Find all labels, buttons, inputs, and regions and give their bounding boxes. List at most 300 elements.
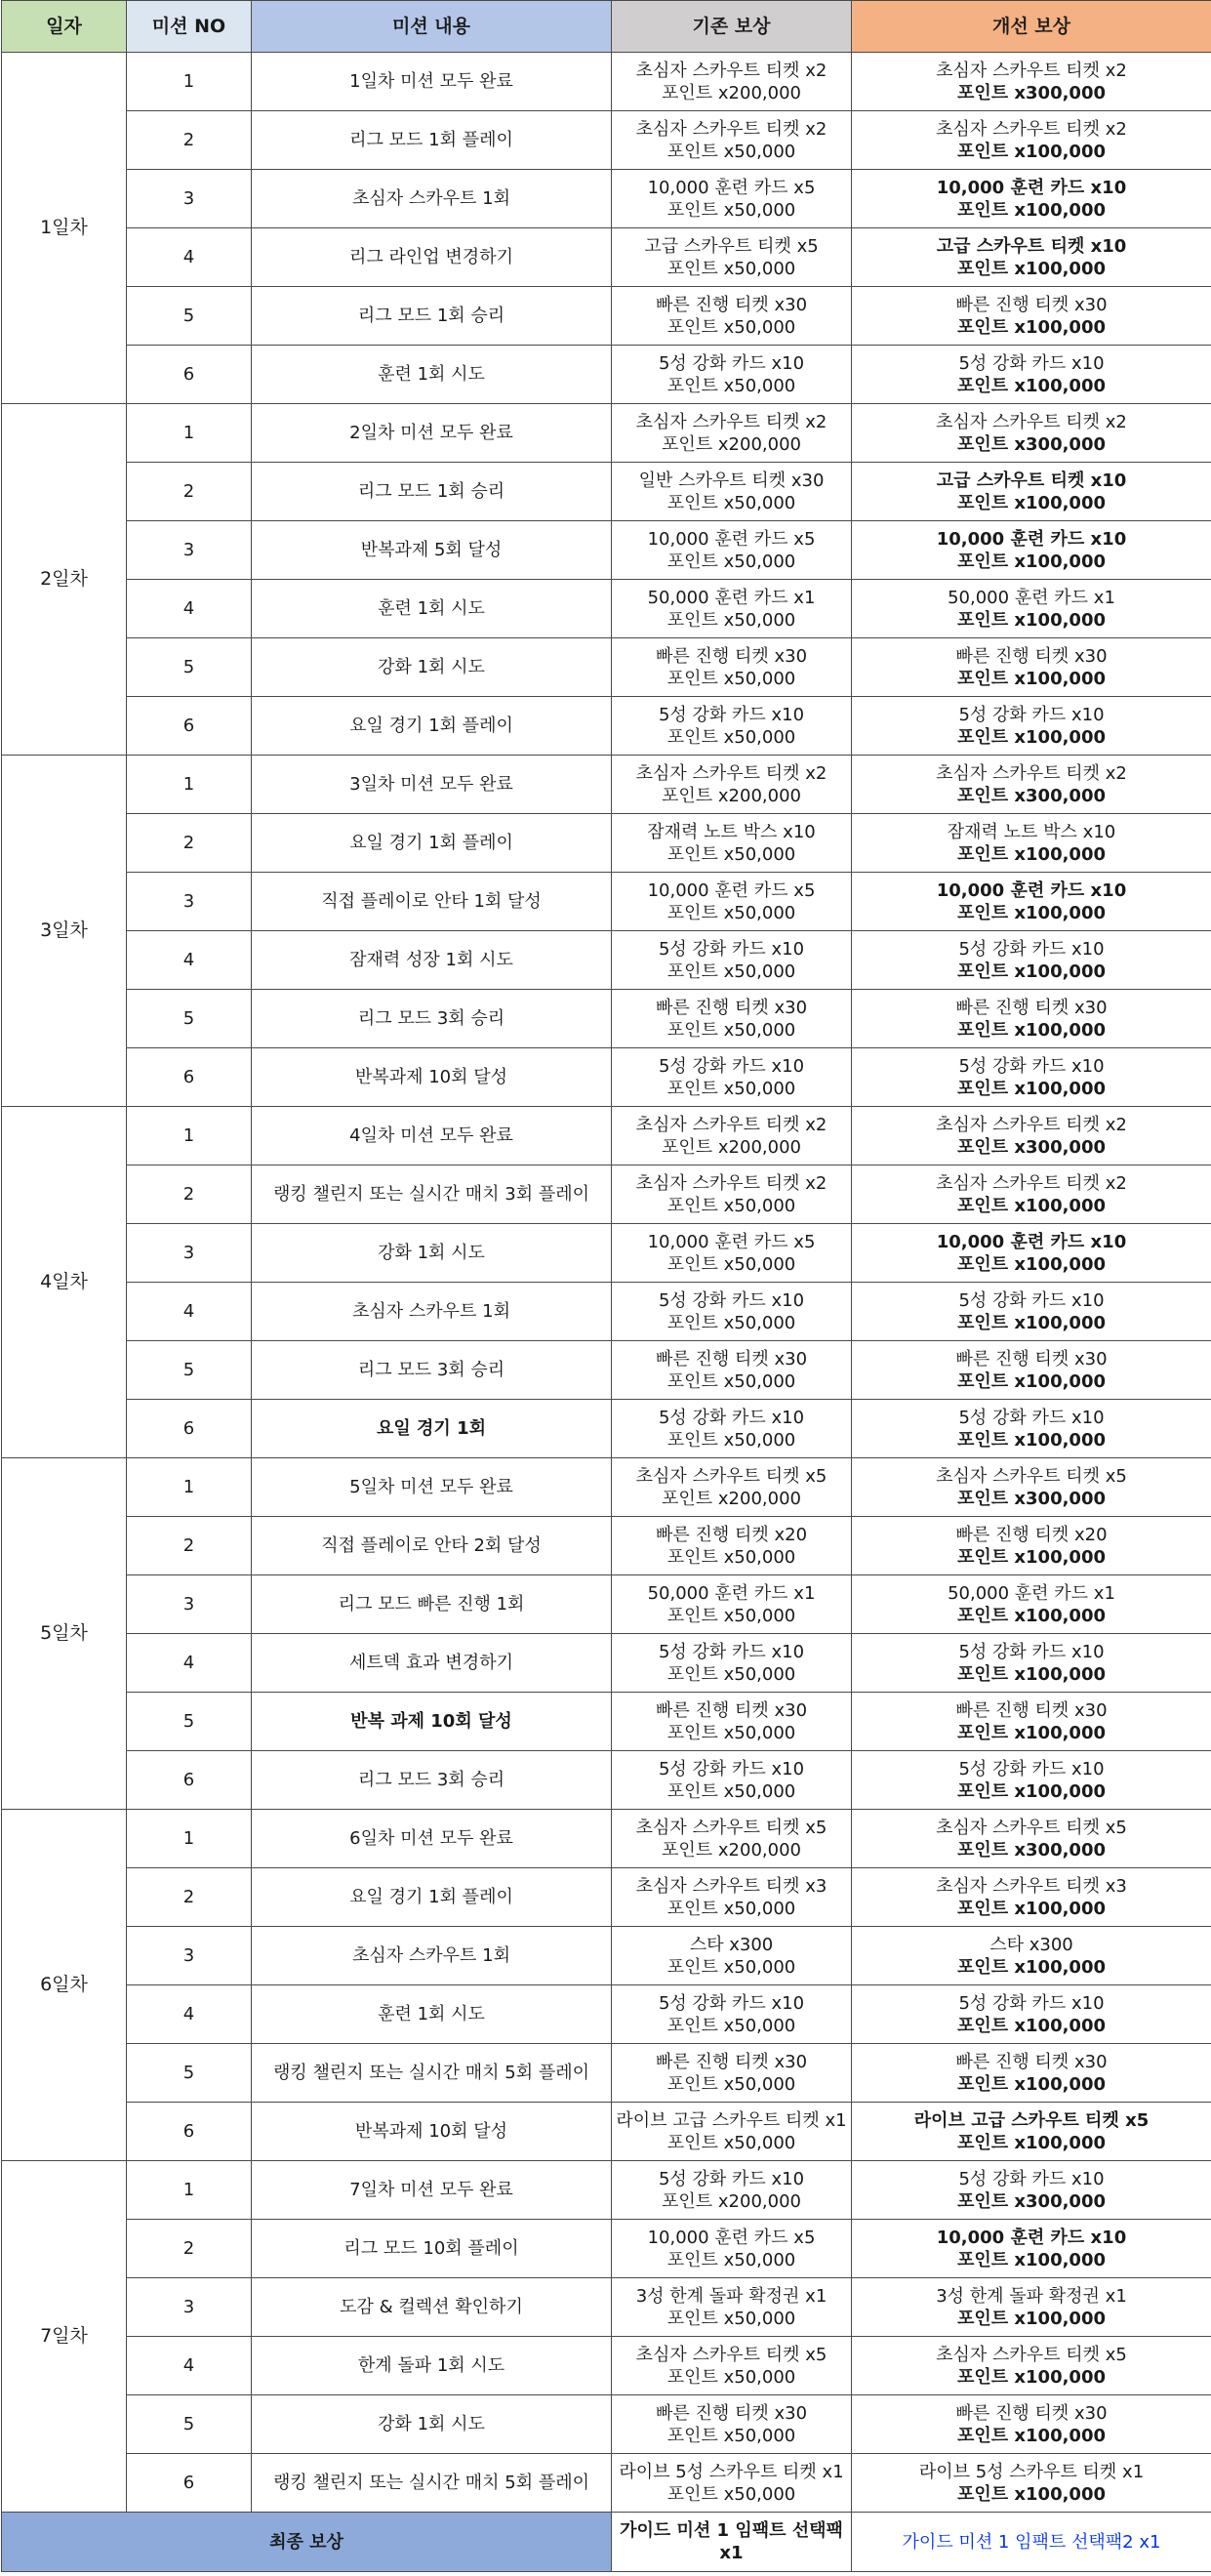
new-reward-line: 초심자 스카우트 티켓 x2 [936,1172,1127,1194]
new-reward-line: 포인트 x100,000 [956,2308,1107,2329]
mission-content: 강화 1회 시도 [252,2395,612,2454]
base-reward-line: 초심자 스카우트 티켓 x2 [635,60,828,81]
new-reward-line: 포인트 x300,000 [956,82,1107,103]
base-reward-line: 5성 강화 카드 x10 [658,352,805,374]
mission-content: 초심자 스카우트 1회 [252,1283,612,1341]
new-reward [852,1575,1211,1634]
new-reward-line: 빠른 진행 티켓 x30 [955,1348,1108,1370]
mission-content: 반복과제 10회 달성 [252,1048,612,1107]
base-reward [612,170,852,228]
new-reward-line: 포인트 x100,000 [956,316,1107,338]
table-row [2,1868,1211,1927]
new-reward [852,873,1211,931]
mission-no: 5 [127,1693,252,1751]
new-reward-line: 포인트 x100,000 [956,1429,1107,1451]
new-reward-line: 포인트 x100,000 [956,375,1107,396]
table-row [2,2220,1211,2278]
new-reward-line: 스타 x300 [989,1934,1073,1955]
header-base-reward: 기존 보상 [612,1,852,53]
base-reward-line: 포인트 x50,000 [666,1370,796,1392]
new-reward [852,170,1211,228]
new-reward-line: 50,000 훈련 카드 x1 [948,587,1115,608]
new-reward-line: 초심자 스카우트 티켓 x5 [936,2344,1127,2365]
base-reward-line: 포인트 x50,000 [666,258,796,279]
mission-no: 1 [127,1810,252,1868]
base-reward-line: 5성 강화 카드 x10 [658,704,805,725]
day-label: 7일차 [2,2161,127,2513]
base-reward-line: 초심자 스카우트 티켓 x2 [635,1114,828,1135]
mission-no: 3 [127,521,252,580]
mission-no: 3 [127,2278,252,2337]
final-reward-new: 가이드 미션 1 임팩트 선택팩2 x1 [852,2513,1211,2572]
table-row [2,1810,1211,1868]
new-reward-line: 포인트 x100,000 [956,2073,1107,2095]
new-reward [852,2395,1211,2454]
table-row [2,580,1211,638]
base-reward-line: 포인트 x50,000 [666,199,796,221]
new-reward [852,1693,1211,1751]
mission-content: 세트덱 효과 변경하기 [252,1634,612,1693]
base-reward-line: 고급 스카우트 티켓 x5 [644,235,819,257]
mission-no: 6 [127,697,252,756]
header-mission-no: 미션 NO [127,1,252,53]
new-reward-line: 빠른 진행 티켓 x30 [955,2402,1108,2424]
mission-content: 훈련 1회 시도 [252,1985,612,2044]
new-reward-line: 빠른 진행 티켓 x30 [955,997,1108,1018]
new-reward-line: 라이브 고급 스카우트 티켓 x5 [913,2109,1150,2131]
table-row [2,697,1211,756]
table-row [2,1107,1211,1165]
base-reward [612,756,852,814]
mission-no: 6 [127,1400,252,1458]
base-reward-line: 라이브 고급 스카우트 티켓 x1 [616,2109,847,2131]
new-reward [852,1868,1211,1927]
new-reward-line: 포인트 x100,000 [956,609,1107,631]
base-reward-line: 포인트 x50,000 [666,1019,796,1041]
base-reward-line: 포인트 x50,000 [666,2483,796,2505]
new-reward-line: 5성 강화 카드 x10 [958,1055,1105,1077]
table-row [2,1575,1211,1634]
base-reward [612,1283,852,1341]
base-reward-line: 포인트 x50,000 [666,2015,796,2036]
new-reward [852,463,1211,521]
base-reward-line: 포인트 x50,000 [666,1898,796,1919]
base-reward-line: 포인트 x50,000 [666,726,796,748]
mission-content: 랭킹 챌린지 또는 실시간 매치 5회 플레이 [252,2044,612,2103]
table-row [2,228,1211,287]
base-reward [612,2103,852,2161]
mission-no: 4 [127,1985,252,2044]
new-reward-line: 3성 한계 돌파 확정권 x1 [936,2285,1127,2307]
new-reward [852,111,1211,170]
table-row [2,638,1211,697]
new-reward-line: 포인트 x100,000 [956,1019,1107,1041]
base-reward-line: 5성 강화 카드 x10 [658,1641,805,1662]
base-reward-line: 5성 강화 카드 x10 [658,1289,805,1311]
base-reward-line: 포인트 x50,000 [666,1780,796,1802]
new-reward-line: 빠른 진행 티켓 x30 [955,2051,1108,2072]
new-reward [852,1927,1211,1985]
new-reward-line: 포인트 x100,000 [956,141,1107,162]
base-reward [612,404,852,463]
base-reward-line: 빠른 진행 티켓 x30 [655,2051,808,2072]
new-reward-line: 포인트 x100,000 [956,843,1107,865]
new-reward [852,990,1211,1048]
table-row [2,931,1211,990]
base-reward-line: 포인트 x200,000 [662,1488,801,1509]
base-reward-line: 포인트 x50,000 [666,1605,796,1626]
base-reward-line: 5성 강화 카드 x10 [658,2168,805,2189]
new-reward-line: 포인트 x100,000 [956,2366,1107,2388]
table-row [2,346,1211,404]
new-reward [852,1283,1211,1341]
table-row [2,287,1211,346]
new-reward-line: 5성 강화 카드 x10 [958,1758,1105,1779]
base-reward [612,463,852,521]
new-reward-line: 고급 스카우트 티켓 x10 [936,470,1127,491]
table-row [2,2278,1211,2337]
new-reward-line: 포인트 x100,000 [956,2015,1107,2036]
new-reward [852,53,1211,111]
new-reward-line: 10,000 훈련 카드 x10 [936,2227,1127,2248]
base-reward-line: 50,000 훈련 카드 x1 [647,1582,816,1604]
mission-reward-table [1,0,1211,2572]
base-reward-line: 포인트 x50,000 [666,375,796,396]
new-reward-line: 초심자 스카우트 티켓 x2 [936,411,1127,432]
new-reward [852,2044,1211,2103]
mission-no: 2 [127,1165,252,1224]
new-reward-line: 빠른 진행 티켓 x30 [955,1699,1108,1721]
new-reward [852,1458,1211,1517]
new-reward-line: 포인트 x100,000 [956,551,1107,572]
header-row [2,1,1211,53]
new-reward [852,2337,1211,2395]
new-reward-line: 5성 강화 카드 x10 [958,1641,1105,1662]
new-reward-line: 포인트 x100,000 [956,668,1107,689]
new-reward-line: 초심자 스카우트 티켓 x2 [936,60,1127,81]
mission-content: 랭킹 챌린지 또는 실시간 매치 3회 플레이 [252,1165,612,1224]
new-reward [852,521,1211,580]
base-reward-line: 포인트 x50,000 [666,902,796,923]
mission-content: 반복 과제 10회 달성 [252,1693,612,1751]
base-reward [612,1575,852,1634]
new-reward-line: 10,000 훈련 카드 x10 [936,879,1127,901]
mission-no: 3 [127,873,252,931]
table-row [2,990,1211,1048]
new-reward-line: 5성 강화 카드 x10 [958,2168,1105,2189]
mission-no: 4 [127,228,252,287]
new-reward [852,287,1211,346]
table-row [2,1985,1211,2044]
new-reward [852,2103,1211,2161]
base-reward [612,1517,852,1575]
base-reward [612,1693,852,1751]
mission-content: 리그 모드 빠른 진행 1회 [252,1575,612,1634]
base-reward-line: 포인트 x50,000 [666,141,796,162]
base-reward-line: 포인트 x50,000 [666,1078,796,1099]
base-reward-line: 10,000 훈련 카드 x5 [647,879,816,901]
mission-no: 4 [127,1283,252,1341]
new-reward-line: 포인트 x100,000 [956,258,1107,279]
new-reward [852,1810,1211,1868]
new-reward-line: 5성 강화 카드 x10 [958,1407,1105,1428]
base-reward-line: 포인트 x50,000 [666,2366,796,2388]
base-reward [612,287,852,346]
new-reward-line: 초심자 스카우트 티켓 x2 [936,762,1127,784]
table-row [2,873,1211,931]
base-reward-line: 빠른 진행 티켓 x30 [655,997,808,1018]
table-row [2,1751,1211,1810]
base-reward [612,2161,852,2220]
mission-no: 3 [127,1224,252,1283]
mission-content: 초심자 스카우트 1회 [252,1927,612,1985]
base-reward-line: 초심자 스카우트 티켓 x2 [635,411,828,432]
table-row [2,2044,1211,2103]
mission-content: 5일차 미션 모두 완료 [252,1458,612,1517]
base-reward [612,53,852,111]
table-row [2,1048,1211,1107]
table-row [2,2395,1211,2454]
base-reward-line: 포인트 x200,000 [662,785,801,806]
table-row [2,814,1211,873]
new-reward-line: 빠른 진행 티켓 x30 [955,645,1108,667]
mission-no: 4 [127,931,252,990]
new-reward-line: 잠재력 노트 박스 x10 [947,821,1116,842]
base-reward-line: 초심자 스카우트 티켓 x5 [635,1465,828,1487]
mission-content: 리그 모드 3회 승리 [252,1751,612,1810]
mission-no: 6 [127,1751,252,1810]
base-reward-line: 초심자 스카우트 티켓 x5 [635,1817,828,1838]
new-reward-line: 5성 강화 카드 x10 [958,1992,1105,2014]
base-reward [612,2395,852,2454]
mission-content: 한계 돌파 1회 시도 [252,2337,612,2395]
base-reward [612,228,852,287]
mission-no: 5 [127,638,252,697]
new-reward-line: 5성 강화 카드 x10 [958,1289,1105,1311]
new-reward [852,756,1211,814]
new-reward-line: 포인트 x100,000 [956,2483,1107,2505]
new-reward-line: 포인트 x100,000 [956,1898,1107,1919]
mission-no: 6 [127,1048,252,1107]
new-reward-line: 10,000 훈련 카드 x10 [936,177,1127,198]
new-reward-line: 포인트 x100,000 [956,1605,1107,1626]
base-reward [612,1458,852,1517]
base-reward-line: 포인트 x50,000 [666,668,796,689]
new-reward [852,1751,1211,1810]
mission-content: 리그 모드 3회 승리 [252,990,612,1048]
base-reward [612,1810,852,1868]
new-reward [852,638,1211,697]
new-reward-line: 포인트 x100,000 [956,1663,1107,1685]
base-reward-line: 포인트 x50,000 [666,1195,796,1216]
base-reward-line: 50,000 훈련 카드 x1 [647,587,816,608]
base-reward [612,580,852,638]
table-row [2,1283,1211,1341]
table-row [2,1458,1211,1517]
base-reward-line: 일반 스카우트 티켓 x30 [638,470,825,491]
new-reward-line: 초심자 스카우트 티켓 x5 [936,1817,1127,1838]
table-row [2,1517,1211,1575]
table-row [2,1634,1211,1693]
base-reward [612,1165,852,1224]
new-reward [852,1107,1211,1165]
day-label: 3일차 [2,756,127,1107]
new-reward [852,228,1211,287]
mission-content: 직접 플레이로 안타 2회 달성 [252,1517,612,1575]
mission-no: 5 [127,2044,252,2103]
base-reward-line: 포인트 x50,000 [666,2308,796,2329]
base-reward [612,873,852,931]
new-reward-line: 포인트 x100,000 [956,1546,1107,1568]
new-reward-line: 포인트 x100,000 [956,1780,1107,1802]
base-reward [612,2337,852,2395]
base-reward [612,1048,852,1107]
new-reward-line: 라이브 5성 스카우트 티켓 x1 [918,2461,1145,2482]
mission-content: 2일차 미션 모두 완료 [252,404,612,463]
new-reward-line: 포인트 x100,000 [956,1722,1107,1743]
new-reward-line: 포인트 x300,000 [956,1839,1107,1860]
mission-content: 리그 모드 1회 승리 [252,287,612,346]
table-row [2,404,1211,463]
mission-no: 4 [127,1634,252,1693]
new-reward-line: 초심자 스카우트 티켓 x2 [936,118,1127,140]
header-new-reward: 개선 보상 [852,1,1211,53]
base-reward-line: 포인트 x50,000 [666,2425,796,2446]
new-reward-line: 포인트 x300,000 [956,1136,1107,1158]
mission-content: 3일차 미션 모두 완료 [252,756,612,814]
mission-content: 요일 경기 1회 플레이 [252,697,612,756]
mission-content: 리그 모드 1회 플레이 [252,111,612,170]
new-reward [852,1224,1211,1283]
mission-content: 리그 모드 10회 플레이 [252,2220,612,2278]
base-reward-line: 포인트 x50,000 [666,609,796,631]
base-reward-line: 빠른 진행 티켓 x30 [655,645,808,667]
table-row [2,2454,1211,2513]
base-reward-line: 빠른 진행 티켓 x30 [655,2402,808,2424]
base-reward-line: 초심자 스카우트 티켓 x3 [635,1875,828,1897]
mission-no: 2 [127,111,252,170]
new-reward-line: 포인트 x300,000 [956,433,1107,455]
base-reward-line: 포인트 x50,000 [666,1722,796,1743]
base-reward [612,1224,852,1283]
base-reward [612,1985,852,2044]
mission-content: 리그 라인업 변경하기 [252,228,612,287]
mission-no: 5 [127,287,252,346]
mission-no: 3 [127,1927,252,1985]
new-reward [852,404,1211,463]
new-reward-line: 포인트 x100,000 [956,2249,1107,2270]
table-row [2,111,1211,170]
mission-no: 5 [127,1341,252,1400]
base-reward-line: 포인트 x50,000 [666,1663,796,1685]
day-label: 5일차 [2,1458,127,1810]
base-reward-line: 10,000 훈련 카드 x5 [647,177,816,198]
mission-no: 4 [127,580,252,638]
header-mission-content: 미션 내용 [252,1,612,53]
new-reward-line: 50,000 훈련 카드 x1 [948,1582,1115,1604]
new-reward [852,1048,1211,1107]
new-reward [852,1341,1211,1400]
base-reward-line: 초심자 스카우트 티켓 x5 [635,2344,828,2365]
table-row [2,1400,1211,1458]
new-reward-line: 포인트 x100,000 [956,726,1107,748]
table-body [2,53,1211,2513]
mission-no: 6 [127,346,252,404]
mission-no: 2 [127,2220,252,2278]
mission-no: 6 [127,2454,252,2513]
mission-content: 반복과제 10회 달성 [252,2103,612,2161]
mission-content: 리그 모드 3회 승리 [252,1341,612,1400]
table-row [2,1927,1211,1985]
new-reward-line: 초심자 스카우트 티켓 x3 [936,1875,1127,1897]
base-reward [612,346,852,404]
base-reward-line: 라이브 5성 스카우트 티켓 x1 [619,2461,844,2482]
new-reward-line: 포인트 x100,000 [956,961,1107,982]
table-row [2,53,1211,111]
mission-content: 훈련 1회 시도 [252,346,612,404]
mission-no: 1 [127,1107,252,1165]
base-reward [612,1634,852,1693]
base-reward-line: 포인트 x50,000 [666,1312,796,1333]
base-reward-line: 5성 강화 카드 x10 [658,1055,805,1077]
final-reward-row [2,2513,1211,2572]
base-reward-line: 빠른 진행 티켓 x20 [655,1524,808,1545]
base-reward-line: 포인트 x50,000 [666,843,796,865]
mission-content: 7일차 미션 모두 완료 [252,2161,612,2220]
base-reward [612,814,852,873]
mission-no: 2 [127,463,252,521]
new-reward-line: 포인트 x100,000 [956,1195,1107,1216]
new-reward-line: 포인트 x300,000 [956,1488,1107,1509]
day-label: 6일차 [2,1810,127,2161]
base-reward-line: 포인트 x50,000 [666,492,796,513]
table-row [2,170,1211,228]
mission-no: 1 [127,53,252,111]
mission-content: 강화 1회 시도 [252,638,612,697]
header-day: 일자 [2,1,127,53]
base-reward-line: 포인트 x50,000 [666,1546,796,1568]
day-label: 1일차 [2,53,127,404]
mission-no: 6 [127,2103,252,2161]
mission-content: 6일차 미션 모두 완료 [252,1810,612,1868]
base-reward-line: 포인트 x200,000 [662,1839,801,1860]
base-reward-line: 5성 강화 카드 x10 [658,1758,805,1779]
final-reward-base: 가이드 미션 1 임팩트 선택팩 x1 [612,2513,852,2572]
mission-content: 직접 플레이로 안타 1회 달성 [252,873,612,931]
new-reward [852,1634,1211,1693]
base-reward-line: 포인트 x200,000 [662,82,801,103]
mission-content: 강화 1회 시도 [252,1224,612,1283]
mission-content: 리그 모드 1회 승리 [252,463,612,521]
new-reward-line: 포인트 x100,000 [956,1370,1107,1392]
new-reward [852,346,1211,404]
base-reward-line: 포인트 x50,000 [666,2132,796,2153]
base-reward [612,2044,852,2103]
base-reward-line: 포인트 x200,000 [662,433,801,455]
new-reward-line: 포인트 x100,000 [956,1956,1107,1978]
mission-content: 4일차 미션 모두 완료 [252,1107,612,1165]
base-reward-line: 5성 강화 카드 x10 [658,1992,805,2014]
base-reward-line: 포인트 x50,000 [666,316,796,338]
new-reward-line: 5성 강화 카드 x10 [958,938,1105,960]
new-reward [852,814,1211,873]
table-row [2,463,1211,521]
new-reward-line: 빠른 진행 티켓 x20 [955,1524,1108,1545]
new-reward [852,1165,1211,1224]
base-reward [612,111,852,170]
new-reward-line: 포인트 x300,000 [956,785,1107,806]
base-reward [612,1751,852,1810]
